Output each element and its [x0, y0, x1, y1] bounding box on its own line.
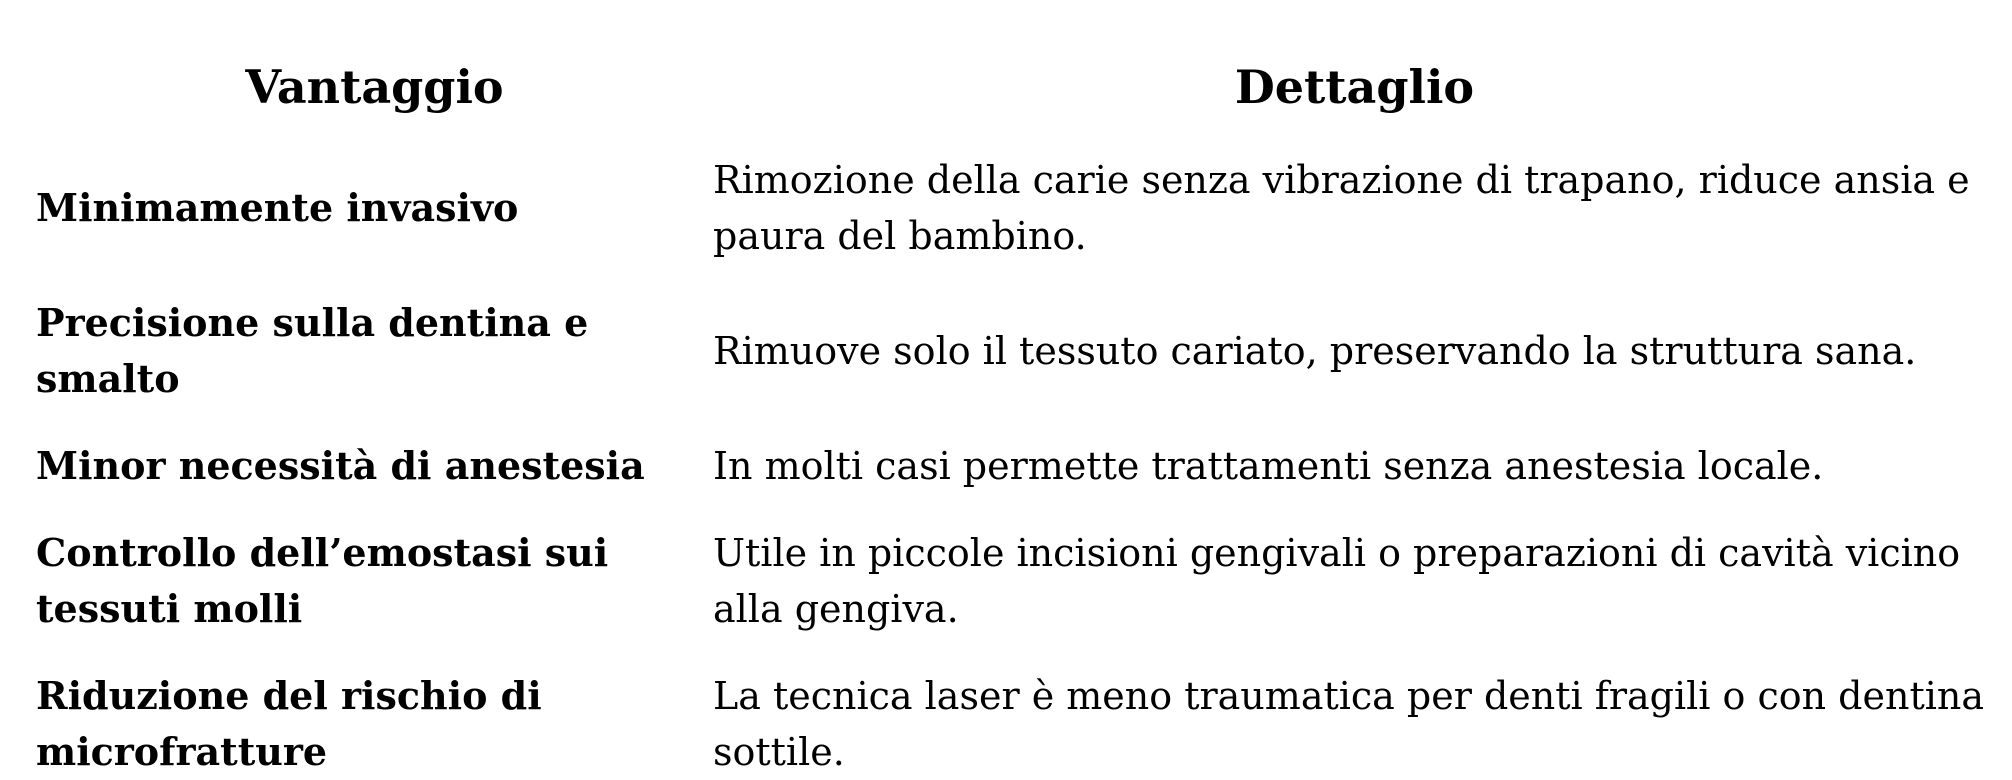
detail-cell: Rimozione della carie senza vibrazione di trapano, riduce ansia e paura del bambino. — [713, 158, 1970, 258]
table-row — [36, 525, 1996, 668]
table-row — [36, 438, 1996, 525]
advantage-cell: Minor necessità di anestesia — [36, 443, 645, 488]
advantage-cell: Precisione sulla dentina e smalto — [36, 300, 589, 401]
header-advantage: Vantaggio — [245, 60, 504, 114]
advantages-table — [36, 58, 1996, 780]
header-detail: Dettaglio — [1234, 60, 1475, 114]
advantage-cell: Controllo dell’emostasi sui tessuti molli — [36, 530, 609, 631]
advantage-cell: Riduzione del rischio di microfratture — [36, 673, 542, 774]
table-row — [36, 295, 1996, 438]
table-row — [36, 152, 1996, 295]
detail-cell: Rimuove solo il tessuto cariato, preservando la struttura sana. — [713, 329, 1917, 373]
advantages-table-container — [36, 58, 1996, 780]
advantage-cell: Minimamente invasivo — [36, 185, 519, 230]
table-header-row — [36, 58, 1996, 152]
detail-cell: La tecnica laser è meno traumatica per denti fragili o con dentina sottile. — [713, 674, 1985, 774]
table-row — [36, 668, 1996, 780]
detail-cell: Utile in piccole incisioni gengivali o preparazioni di cavità vicino alla gengiva. — [713, 531, 1961, 631]
detail-cell: In molti casi permette trattamenti senza anestesia locale. — [713, 444, 1824, 488]
